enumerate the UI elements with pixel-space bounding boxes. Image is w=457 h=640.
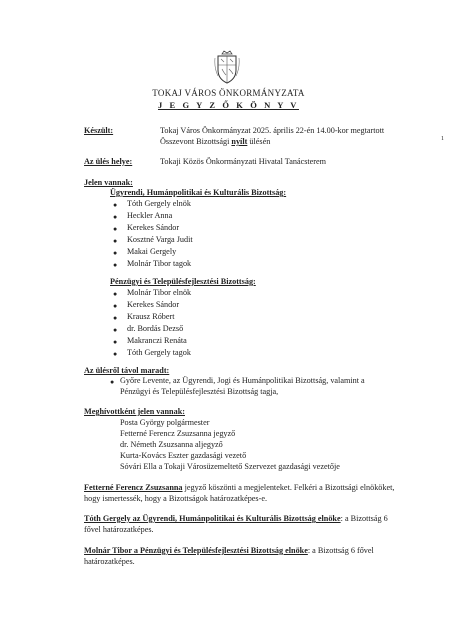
committee-1-title: Ügyrendi, Humánpolitikai és Kulturális Bizottság:: [110, 188, 287, 197]
committee-1-member: Tóth Gergely elnök: [127, 199, 191, 208]
paragraph-3-line-1: Molnár Tibor a Pénzügyi és Településfejlesztési Bizottság elnöke: a Bizottság 6 fővel: [84, 546, 374, 555]
paragraph-2-line-1: Tóth Gergely az Ügyrendi, Humánpolitikai és Kulturális Bizottság elnöke: a Bizottság 6: [84, 514, 388, 523]
paragraph-1-line-1: Fetterné Ferencz Zsuzsanna jegyző köszönti a megjelenteket. Felkéri a Bizottsági elnököket,: [84, 483, 395, 492]
speaker-name: Fetterné Ferencz Zsuzsanna: [84, 483, 183, 492]
organization-name: TOKAJ VÁROS ÖNKORMÁNYZATA: [152, 88, 305, 98]
paragraph-3-line-2: határozatképes.: [84, 557, 135, 566]
bullet-icon: ●: [113, 213, 118, 221]
committee-2-member: Makranczi Renáta: [127, 336, 187, 345]
bullet-icon: ●: [113, 225, 118, 233]
meghivott-line: dr. Németh Zsuzsanna aljegyző: [120, 440, 223, 449]
bullet-icon: ●: [113, 290, 118, 298]
bullet-icon: ●: [113, 261, 118, 269]
tavol-line-1: Győre Levente, az Ügyrendi, Jogi és Humánpolitikai Bizottság, valamint a: [120, 376, 365, 385]
committee-2-member: Kerekes Sándor: [127, 300, 180, 309]
document-title: J E G Y Z Ő K Ö N Y V: [157, 100, 300, 110]
ules-helye-label: Az ülés helye:: [84, 157, 133, 166]
tavol-label: Az ülésről távol maradt:: [84, 366, 170, 375]
committee-2-member: Molnár Tibor elnök: [127, 288, 192, 297]
meghivott-line: Kurta-Kovács Eszter gazdasági vezető: [120, 451, 247, 460]
committee-2-title: Pénzügyi és Településfejlesztési Bizottság:: [110, 277, 256, 286]
bullet-icon: ●: [110, 378, 115, 386]
keszult-line-1: Tokaj Város Önkormányzat 2025. április 22-én 14.00-kor megtartott: [160, 126, 385, 135]
meghivott-line: Posta György polgármester: [120, 418, 210, 427]
bullet-icon: ●: [113, 249, 118, 257]
bullet-icon: ●: [113, 201, 118, 209]
tavol-line-2: Pénzügyi és Településfejlesztési Bizottság tagja,: [120, 387, 279, 396]
speaker-name: Tóth Gergely az Ügyrendi, Humánpolitikai és Kulturális Bizottság elnöke: [84, 514, 341, 523]
bullet-icon: ●: [113, 237, 118, 245]
bullet-icon: ●: [113, 326, 118, 334]
speaker-name: Molnár Tibor a Pénzügyi és Településfejlesztési Bizottság elnöke: [84, 546, 308, 555]
bullet-icon: ●: [113, 338, 118, 346]
meghivott-label: Meghívottként jelen vannak:: [84, 407, 185, 416]
committee-1-member: Makai Gergely: [127, 247, 177, 256]
paragraph-1-line-2: hogy ismertessék, hogy a Bizottságok határozatképes-e.: [84, 494, 268, 503]
ules-helye-value: Tokaji Közös Önkormányzati Hivatal Tanácsterem: [160, 157, 327, 166]
bullet-icon: ●: [113, 314, 118, 322]
committee-1-member: Kerekes Sándor: [127, 223, 180, 232]
committee-1-member: Kosztné Varga Judit: [127, 235, 193, 244]
meghivott-line: Sóvári Ella a Tokaji Városüzemeltető Szervezet gazdasági vezetője: [120, 462, 340, 471]
meghivott-line: Fetterné Ferencz Zsuzsanna jegyző: [120, 429, 236, 438]
committee-2-member: dr. Bordás Dezső: [127, 324, 184, 333]
committee-2-member: Krausz Róbert: [127, 312, 175, 321]
coat-of-arms-icon: [214, 50, 240, 84]
keszult-line-2: Összevont Bizottsági nyílt ülésén: [160, 137, 271, 146]
committee-1-member: Heckler Anna: [127, 211, 173, 220]
committee-2-member: Tóth Gergely tagok: [127, 348, 191, 357]
keszult-label: Készült:: [84, 126, 114, 135]
committee-1-member: Molnár Tibor tagok: [127, 259, 192, 268]
page-number: 1: [441, 136, 444, 142]
nyilt-word: nyílt: [231, 137, 248, 146]
jelen-vannak-label: Jelen vannak:: [84, 178, 133, 187]
paragraph-2-line-2: fővel határozatképes.: [84, 525, 154, 534]
bullet-icon: ●: [113, 302, 118, 310]
bullet-icon: ●: [113, 350, 118, 358]
